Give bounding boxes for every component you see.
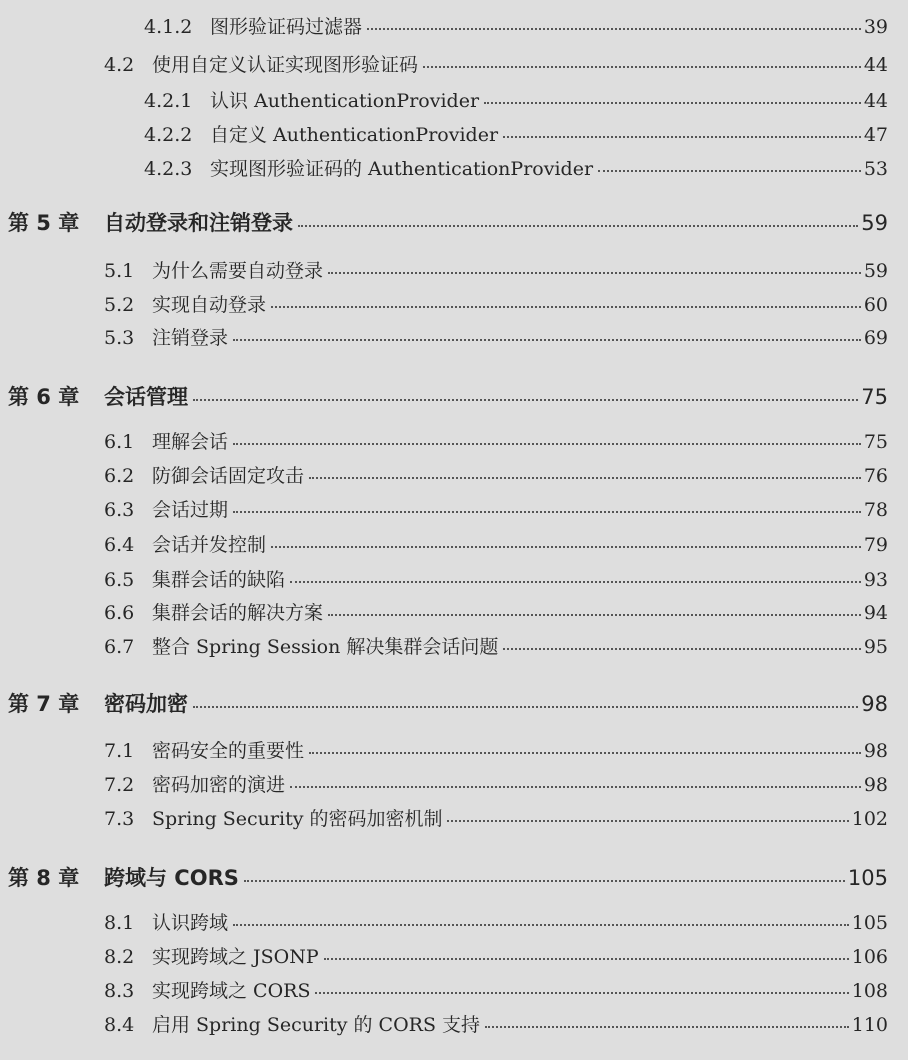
entry-title: 集群会话的解决方案 [152, 602, 324, 624]
dot-leader [271, 302, 861, 308]
entry-page: 75 [863, 431, 888, 453]
entry-number: 8.1 [104, 912, 135, 934]
entry-title: 实现图形验证码的 AuthenticationProvider [210, 158, 594, 180]
entry-page: 47 [863, 124, 888, 146]
toc-chapter-6 [8, 381, 888, 411]
chapter-number: 第 7 章 [8, 692, 80, 716]
toc-entry-5-3 [104, 323, 888, 350]
dot-leader [485, 1022, 849, 1028]
dot-leader [233, 439, 861, 445]
entry-title: 实现自动登录 [152, 294, 267, 316]
dot-leader [298, 221, 858, 227]
entry-title: 认识 AuthenticationProvider [210, 90, 480, 112]
entry-number: 6.4 [104, 534, 135, 556]
dot-leader [233, 507, 861, 513]
dot-leader [193, 395, 858, 401]
entry-number: 5.1 [104, 260, 135, 282]
entry-page: 76 [863, 465, 888, 487]
entry-title: 注销登录 [152, 327, 229, 349]
entry-number: 4.2 [104, 54, 135, 76]
entry-page: 94 [863, 602, 888, 624]
entry-title: 图形验证码过滤器 [210, 16, 363, 38]
entry-page: 53 [863, 158, 888, 180]
toc-entry-5-2 [104, 290, 888, 317]
dot-leader [290, 782, 861, 788]
entry-page: 69 [863, 327, 888, 349]
entry-number: 6.2 [104, 465, 135, 487]
entry-title: 为什么需要自动登录 [152, 260, 324, 282]
entry-title: 实现跨域之 CORS [152, 980, 311, 1002]
toc-entry-6-3 [104, 495, 888, 522]
entry-page: 98 [863, 740, 888, 762]
chapter-title: 会话管理 [104, 385, 188, 409]
entry-number: 7.2 [104, 774, 135, 796]
dot-leader [328, 268, 861, 274]
dot-leader [271, 542, 861, 548]
chapter-number: 第 6 章 [8, 385, 80, 409]
entry-title: 整合 Spring Session 解决集群会话问题 [152, 636, 499, 658]
entry-page: 93 [863, 569, 888, 591]
dot-leader [309, 748, 861, 754]
toc-entry-8-3 [104, 976, 888, 1003]
dot-leader [484, 98, 861, 104]
chapter-page: 75 [861, 385, 888, 409]
entry-page: 102 [851, 808, 888, 830]
toc-entry-4-2-2 [144, 120, 888, 147]
entry-page: 44 [863, 90, 888, 112]
chapter-title: 自动登录和注销登录 [104, 211, 293, 235]
toc-entry-6-4 [104, 530, 888, 557]
toc-chapter-7 [8, 688, 888, 718]
entry-number: 6.7 [104, 636, 135, 658]
chapter-number: 第 8 章 [8, 866, 80, 890]
entry-title: 密码加密的演进 [152, 774, 286, 796]
entry-title: 防御会话固定攻击 [152, 465, 305, 487]
toc-entry-6-1 [104, 427, 888, 454]
entry-page: 98 [863, 774, 888, 796]
toc-entry-8-2 [104, 942, 888, 969]
entry-title: 会话过期 [152, 499, 229, 521]
dot-leader [324, 954, 849, 960]
toc-entry-6-2 [104, 461, 888, 488]
toc-entry-7-3 [104, 804, 888, 831]
entry-title: 自定义 AuthenticationProvider [210, 124, 499, 146]
chapter-page: 98 [861, 692, 888, 716]
dot-leader [503, 644, 860, 650]
entry-page: 39 [863, 16, 888, 38]
entry-number: 8.4 [104, 1014, 135, 1036]
entry-title: 启用 Spring Security 的 CORS 支持 [152, 1014, 481, 1036]
entry-number: 4.2.1 [144, 90, 193, 112]
toc-entry-5-1 [104, 256, 888, 283]
entry-number: 6.5 [104, 569, 135, 591]
entry-title: 认识跨域 [152, 912, 229, 934]
entry-number: 4.2.3 [144, 158, 193, 180]
toc-entry-4-2 [104, 50, 888, 77]
toc-entry-4-1-2 [144, 12, 888, 39]
chapter-page: 105 [847, 866, 888, 890]
toc-entry-8-4 [104, 1010, 888, 1037]
entry-number: 5.3 [104, 327, 135, 349]
entry-page: 79 [863, 534, 888, 556]
entry-title: 集群会话的缺陷 [152, 569, 286, 591]
entry-title: 使用自定义认证实现图形验证码 [152, 54, 419, 76]
entry-page: 44 [863, 54, 888, 76]
entry-number: 5.2 [104, 294, 135, 316]
toc-chapter-5 [8, 207, 888, 237]
entry-page: 95 [863, 636, 888, 658]
entry-title: 密码安全的重要性 [152, 740, 305, 762]
chapter-title: 密码加密 [104, 692, 188, 716]
entry-page: 108 [851, 980, 888, 1002]
entry-number: 7.1 [104, 740, 135, 762]
dot-leader [244, 876, 845, 882]
entry-title: 实现跨域之 JSONP [152, 946, 319, 968]
entry-number: 4.1.2 [144, 16, 193, 38]
entry-number: 7.3 [104, 808, 135, 830]
entry-page: 78 [863, 499, 888, 521]
dot-leader [367, 24, 861, 30]
toc-entry-7-1 [104, 736, 888, 763]
entry-number: 8.3 [104, 980, 135, 1002]
chapter-title: 跨域与 CORS [104, 866, 239, 890]
dot-leader [290, 577, 861, 583]
entry-title: Spring Security 的密码加密机制 [152, 808, 443, 830]
entry-page: 60 [863, 294, 888, 316]
dot-leader [598, 166, 861, 172]
chapter-page: 59 [861, 211, 888, 235]
entry-page: 105 [851, 912, 888, 934]
toc-entry-6-6 [104, 598, 888, 625]
dot-leader [309, 473, 861, 479]
entry-title: 理解会话 [152, 431, 229, 453]
toc-chapter-8 [8, 862, 888, 892]
entry-page: 59 [863, 260, 888, 282]
dot-leader [503, 132, 861, 138]
dot-leader [423, 62, 861, 68]
toc-entry-7-2 [104, 770, 888, 797]
dot-leader [447, 816, 848, 822]
toc-entry-6-5 [104, 565, 888, 592]
chapter-number: 第 5 章 [8, 211, 80, 235]
dot-leader [233, 920, 849, 926]
toc-entry-4-2-1 [144, 86, 888, 113]
dot-leader [315, 988, 848, 994]
entry-number: 6.1 [104, 431, 135, 453]
entry-page: 106 [851, 946, 888, 968]
entry-number: 4.2.2 [144, 124, 193, 146]
toc-entry-4-2-3 [144, 154, 888, 181]
entry-title: 会话并发控制 [152, 534, 267, 556]
dot-leader [233, 335, 861, 341]
entry-number: 8.2 [104, 946, 135, 968]
toc-entry-8-1 [104, 908, 888, 935]
dot-leader [193, 702, 858, 708]
entry-number: 6.6 [104, 602, 135, 624]
entry-number: 6.3 [104, 499, 135, 521]
entry-page: 110 [851, 1014, 888, 1036]
toc-entry-6-7 [104, 632, 888, 659]
dot-leader [328, 610, 861, 616]
